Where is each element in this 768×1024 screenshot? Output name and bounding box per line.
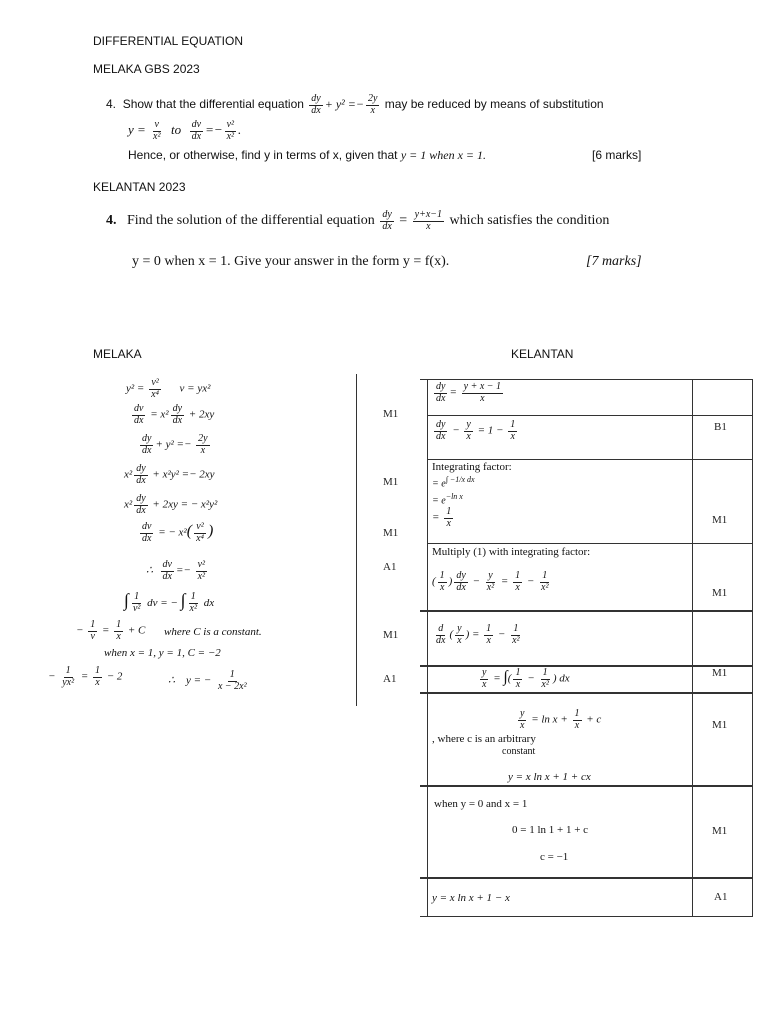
document-title: DIFFERENTIAL EQUATION — [93, 34, 244, 48]
kel-derivative: $\frac{d}{dx}$ ( $\frac{y}{x}$ ) = $\frac{1}{x}$ − $\frac{1}{\text{x²}}$ — [436, 623, 520, 646]
row-line — [427, 459, 753, 460]
melaka-mark-5: M1 — [383, 629, 399, 641]
melaka-where-c: where C is a constant. — [164, 626, 262, 638]
kel-if-1: = $e^{\int -1/x dx}$ — [432, 475, 475, 490]
table-border-bottom — [420, 916, 753, 917]
question-text: Show that the differential equation — [122, 97, 304, 112]
melaka-question-line3 — [128, 148, 486, 163]
melaka-step-10: − $\frac{1}{\text{yx²}}$ = $\frac{1}{x}$ − 2 — [48, 665, 123, 688]
question-text-2: may be reduced by means of substitution — [384, 97, 604, 112]
melaka-column-heading: MELAKA — [93, 347, 142, 361]
substitution: y = $\frac{v}{\text{x²}}$ to $\frac{dv}{dx}$ =− $\frac{\text{v²}}{\text{x²}}$ . — [128, 119, 242, 142]
kel-when: when y = 0 and x = 1 — [434, 798, 528, 810]
kel-multiply-label: Multiply (1) with integrating factor: — [432, 546, 591, 558]
row-line — [427, 543, 753, 544]
melaka-step-3: $\frac{dy}{dx}$ + y² =− $\frac{2y}{x}$ — [142, 433, 208, 456]
kel-mark-2: M1 — [712, 514, 728, 526]
question-number: 4. — [106, 97, 117, 112]
kel-row-2: $\frac{dy}{dx}$ − $\frac{y}{x}$ = 1 − $\frac{1}{x}$ — [436, 419, 516, 442]
kel-if-label: Integrating factor: — [432, 461, 512, 473]
question-condition: y = 1 when x = 1. — [400, 148, 486, 162]
kel-mark-4: M1 — [712, 667, 728, 679]
kel-mark-6: M1 — [712, 825, 728, 837]
kelantan-marks-total: [7 marks] — [586, 254, 642, 269]
row-line — [420, 610, 753, 612]
kelantan-heading: KELANTAN 2023 — [93, 180, 186, 194]
row-line — [427, 415, 753, 416]
kelantan-question-line2: y = 0 when x = 1. Give your answer in the form y = f(x). — [132, 254, 450, 269]
row-line — [420, 785, 753, 787]
melaka-step-1: y² = $\frac{\text{v²}}{\text{x⁴}}$ v = yx² — [126, 377, 211, 400]
kel-final: y = x ln x + 1 − x — [432, 892, 510, 904]
melaka-heading: MELAKA GBS 2023 — [93, 62, 200, 76]
kel-where-c: , where c is an arbitrary — [432, 733, 536, 745]
melaka-mark-1: M1 — [383, 408, 399, 420]
question-text-3: Hence, or otherwise, find y in terms of x, given that — [128, 148, 398, 162]
melaka-question-line1: 4. Show that the differential equation $\frac{dy}{dx}$ + y² =− $\frac{2y}{x}$ may be reduced by means of substitution — [106, 93, 604, 116]
melaka-step-9: − $\frac{1}{v}$ = $\frac{1}{x}$ + C — [76, 619, 146, 642]
row-line — [420, 877, 753, 879]
melaka-step-5: x² $\frac{dy}{dx}$ + 2xy = − x²y² — [124, 493, 218, 516]
melaka-answer: ∴ y = − $\frac{1}{\text{x − 2x²}}$ — [168, 669, 247, 692]
kel-multiply-eq: ( $\frac{1}{x}$ ) $\frac{dy}{dx}$ − $\frac{y}{\text{x²}}$ = $\frac{1}{x}$ − $\frac{1}{\text{x²}}$ — [432, 570, 549, 593]
melaka-when: when x = 1, y = 1, C = −2 — [104, 647, 221, 659]
row-line — [420, 665, 753, 667]
melaka-step-6: $\frac{dv}{dx}$ = − x²( $\frac{\text{v²}}{\text{x⁴}}$ ) — [142, 521, 214, 544]
kel-general: y = x ln x + 1 + cx — [508, 771, 591, 783]
kel-integral: $\frac{y}{x}$ = ∫( $\frac{1}{x}$ − $\frac{1}{\text{x²}}$ ) dx — [482, 667, 570, 690]
kel-if-2: = $e^{-ln x}$ — [432, 492, 463, 507]
kelantan-solution-table — [420, 379, 753, 917]
question-text-k2: which satisfies the condition — [449, 213, 610, 229]
kel-constant: constant — [502, 746, 536, 757]
kel-mark-3: M1 — [712, 587, 728, 599]
melaka-mark-4: A1 — [383, 561, 397, 573]
melaka-step-4: x² $\frac{dy}{dx}$ + x²y² =− 2xy — [124, 463, 215, 486]
kel-mark-7: A1 — [714, 891, 728, 903]
table-border-top — [420, 379, 753, 380]
kel-c-val: c = −1 — [540, 851, 569, 863]
melaka-step-8: ∫ $\frac{1}{\text{v²}}$ dv = − ∫ $\frac{1}{\text{x²}}$ dx — [124, 590, 215, 614]
question-text-k: Find the solution of the differential equation — [127, 213, 375, 229]
melaka-mark-2: M1 — [383, 476, 399, 488]
kel-row-1: $\frac{dy}{dx}$ = $\frac{y + x - 1}{x}$ — [436, 381, 502, 404]
melaka-step-2: $\frac{dv}{dx}$ = x² $\frac{dy}{dx}$ + 2xy — [134, 403, 215, 426]
melaka-divider — [356, 374, 357, 706]
kel-mark-1: B1 — [714, 421, 727, 433]
row-line — [420, 692, 753, 694]
melaka-marks-total: [6 marks] — [592, 148, 642, 162]
kel-integrated: $\frac{y}{x}$ = ln x + $\frac{1}{x}$ + c — [520, 708, 602, 731]
melaka-step-7: ∴ $\frac{dv}{dx}$ =− $\frac{\text{v²}}{\text{x²}}$ — [146, 559, 205, 582]
kel-if-3: = $\frac{1}{x}$ — [432, 506, 452, 529]
melaka-mark-6: A1 — [383, 673, 397, 685]
melaka-mark-3: M1 — [383, 527, 399, 539]
kel-mark-5: M1 — [712, 719, 728, 731]
question-number-k: 4. — [106, 213, 117, 229]
kel-sub: 0 = 1 ln 1 + 1 + c — [512, 824, 589, 836]
kelantan-column-heading: KELANTAN — [511, 347, 574, 361]
kelantan-question-line1: 4. Find the solution of the differential equation $\frac{dy}{dx}$ = $\frac{y+x-1}{x}$ which satisfies the condition — [106, 209, 610, 232]
